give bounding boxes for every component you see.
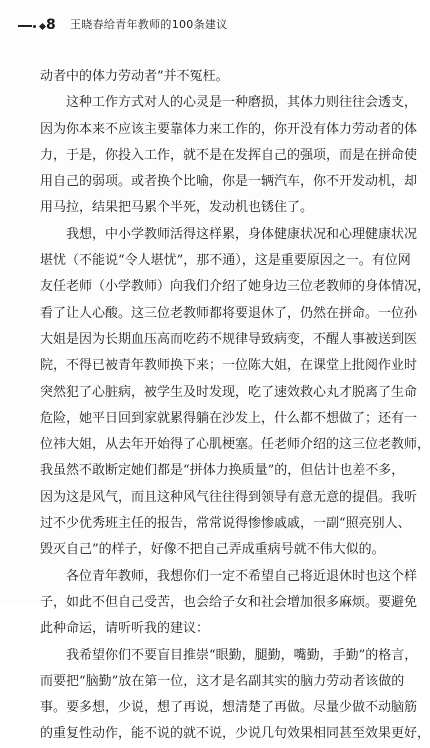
- text-line: 过不少优秀班主任的报告，常常说得惨惨戚戚，一副“照亮别人、: [40, 516, 411, 532]
- text-line: 力，于是，你投入工作，就不是在发挥自己的强项，而是在拼命使: [40, 147, 418, 163]
- text-line: 我想，中小学教师活得这样累，身体健康状况和心理健康状况: [66, 226, 418, 242]
- text-line: 堪忧（不能说“令人堪忧”，那不通），这是重要原因之一。有位网: [40, 253, 411, 269]
- text-line: 位祎大姐，从去年开始得了心肌梗塞。任老师介绍的这三位老教师，: [40, 437, 430, 453]
- text-line: 大姐是因为长期血压高而吃药不规律导致病变，不醒人事被送到医: [40, 331, 418, 347]
- text-line: 危险，她平日回到家就累得躺在沙发上，什么都不想做了；还有一: [40, 410, 418, 426]
- text-line: 事。要多想，少说，想了再说，想清楚了再做。尽量少做不动脑筋: [40, 700, 418, 716]
- text-line: 我虽然不敢断定她们都是“拼体力换质量”的，但估计也差不多，: [40, 463, 405, 479]
- text-line: 用自己的弱项。或者换个比喻，你是一辆汽车，你不开发动机，却: [40, 174, 418, 190]
- text-line: 而要把“脑勤”放在第一位，这才是名副其实的脑力劳动者该做的: [40, 673, 405, 689]
- text-line: 这种工作方式对人的心灵是一种磨损，其体力则往往会透支，: [66, 95, 418, 111]
- text-line: 动者中的体力劳动者”并不冤枉。: [40, 69, 229, 84]
- text-line: 各位青年教师，我想你们一定不希望自己将近退休时也这个样: [66, 568, 418, 584]
- text-line: 友任老师（小学教师）向我们介绍了她身边三位老教师的身体情况，: [40, 279, 430, 295]
- text-line: 院，不得已被青年教师换下来；一位陈大姐，在课堂上批阅作业时: [40, 358, 418, 374]
- running-title: 王晓春给青年教师的100条建议: [70, 18, 228, 31]
- text-line: 的重复性动作，能不说的就不说，少说几句效果相同甚至效果更好，: [40, 726, 430, 742]
- text-line: 用马拉，结果把马累个半死，发动机也锈住了。: [40, 200, 314, 216]
- body-text: [40, 64, 430, 748]
- text-line: 因为这是风气，而且这种风气往往得到领导有意无意的提倡。我听: [40, 489, 418, 505]
- text-line: 因为你本来不应该主要靠体力来工作的，你开没有体力劳动者的体: [40, 121, 418, 137]
- text-line: 我希望你们不要盲目推崇“眼勤，腿勤，嘴勤，手勤”的格言，: [66, 647, 418, 663]
- text-line: 突然犯了心脏病，被学生及时发现，吃了速效救心丸才脱离了生命: [40, 384, 418, 400]
- page-header: [0, 0, 400, 46]
- page-number: 8: [46, 17, 56, 33]
- text-line: 毁灭自己”的样子，好像不把自己弄成重病号就不伟大似的。: [40, 542, 385, 558]
- text-line: 看了让人心酸。这三位老教师都将要退休了，仍然在拼命。一位孙: [40, 305, 418, 321]
- header-ornament-icon: [18, 21, 48, 31]
- text-line: 此种命运，请听听我的建议：: [40, 621, 210, 637]
- text-line: 子，如此不但自己受苦，也会给子女和社会增加很多麻烦。要避免: [40, 594, 418, 610]
